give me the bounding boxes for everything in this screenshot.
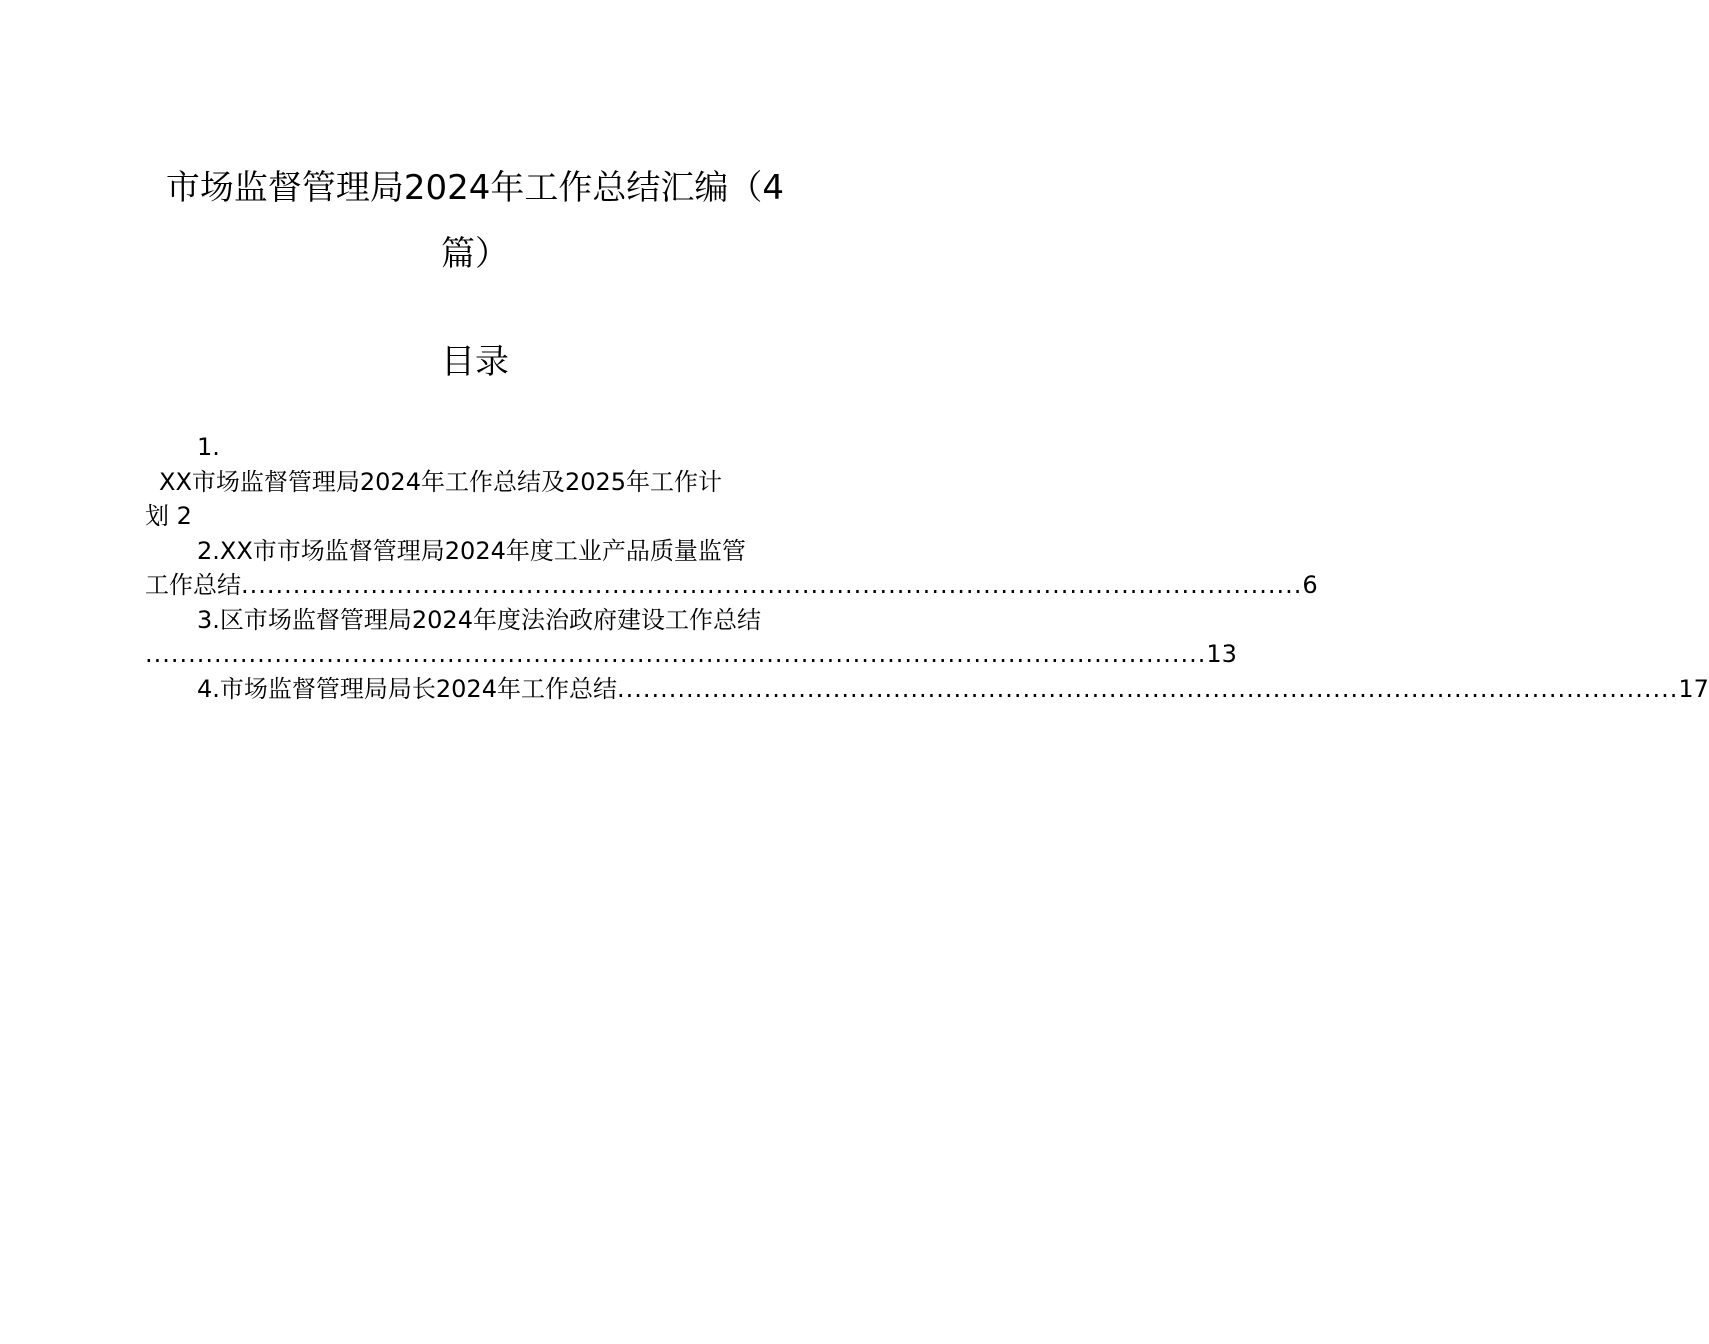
toc-entry-leader-row [145, 568, 1318, 603]
toc-entry-text: 2.XX市市场监督管理局2024年度工业产品质量监管 [197, 536, 746, 565]
toc-entry-leader-row [145, 637, 1237, 672]
document-title [150, 155, 800, 287]
toc-entry-page: 6 [1302, 571, 1318, 599]
toc-entry-text-continued [145, 499, 805, 534]
toc-entry-text-tail: 工作总结 [145, 571, 241, 599]
toc-entry-1[interactable] [145, 430, 805, 534]
toc-entry-page: 13 [1206, 640, 1237, 668]
toc-entry-text-tail: 划 [145, 502, 169, 530]
toc-entry-2[interactable] [145, 534, 1318, 603]
title-line-1: 市场监督管理局2024年工作总结汇编（4 [165, 168, 785, 208]
dot-leader: ........................................................................................................................... [241, 571, 1303, 599]
toc-entry-3[interactable] [145, 603, 1237, 672]
toc-heading: 目录 [441, 342, 509, 382]
title-line-2: 篇） [441, 234, 509, 274]
dot-leader: ........................................................................................................................... [145, 640, 1207, 668]
toc-entry-leader-row [145, 672, 1709, 707]
table-of-contents [145, 430, 1709, 706]
toc-entry-text: XX市场监督管理局2024年工作总结及2025年工作计 [159, 467, 723, 496]
dot-leader: ........................................................................................................................... [616, 674, 1679, 703]
toc-entry-text: 4.市场监督管理局局长2024年工作总结 [197, 674, 617, 703]
toc-entry-page: 2 [176, 502, 192, 530]
toc-entry-4[interactable] [145, 672, 1709, 707]
toc-entry-page: 17 [1678, 674, 1709, 703]
toc-entry-text: 3.区市场监督管理局2024年度法治政府建设工作总结 [197, 605, 761, 634]
toc-entry-number: 1. [197, 433, 220, 461]
